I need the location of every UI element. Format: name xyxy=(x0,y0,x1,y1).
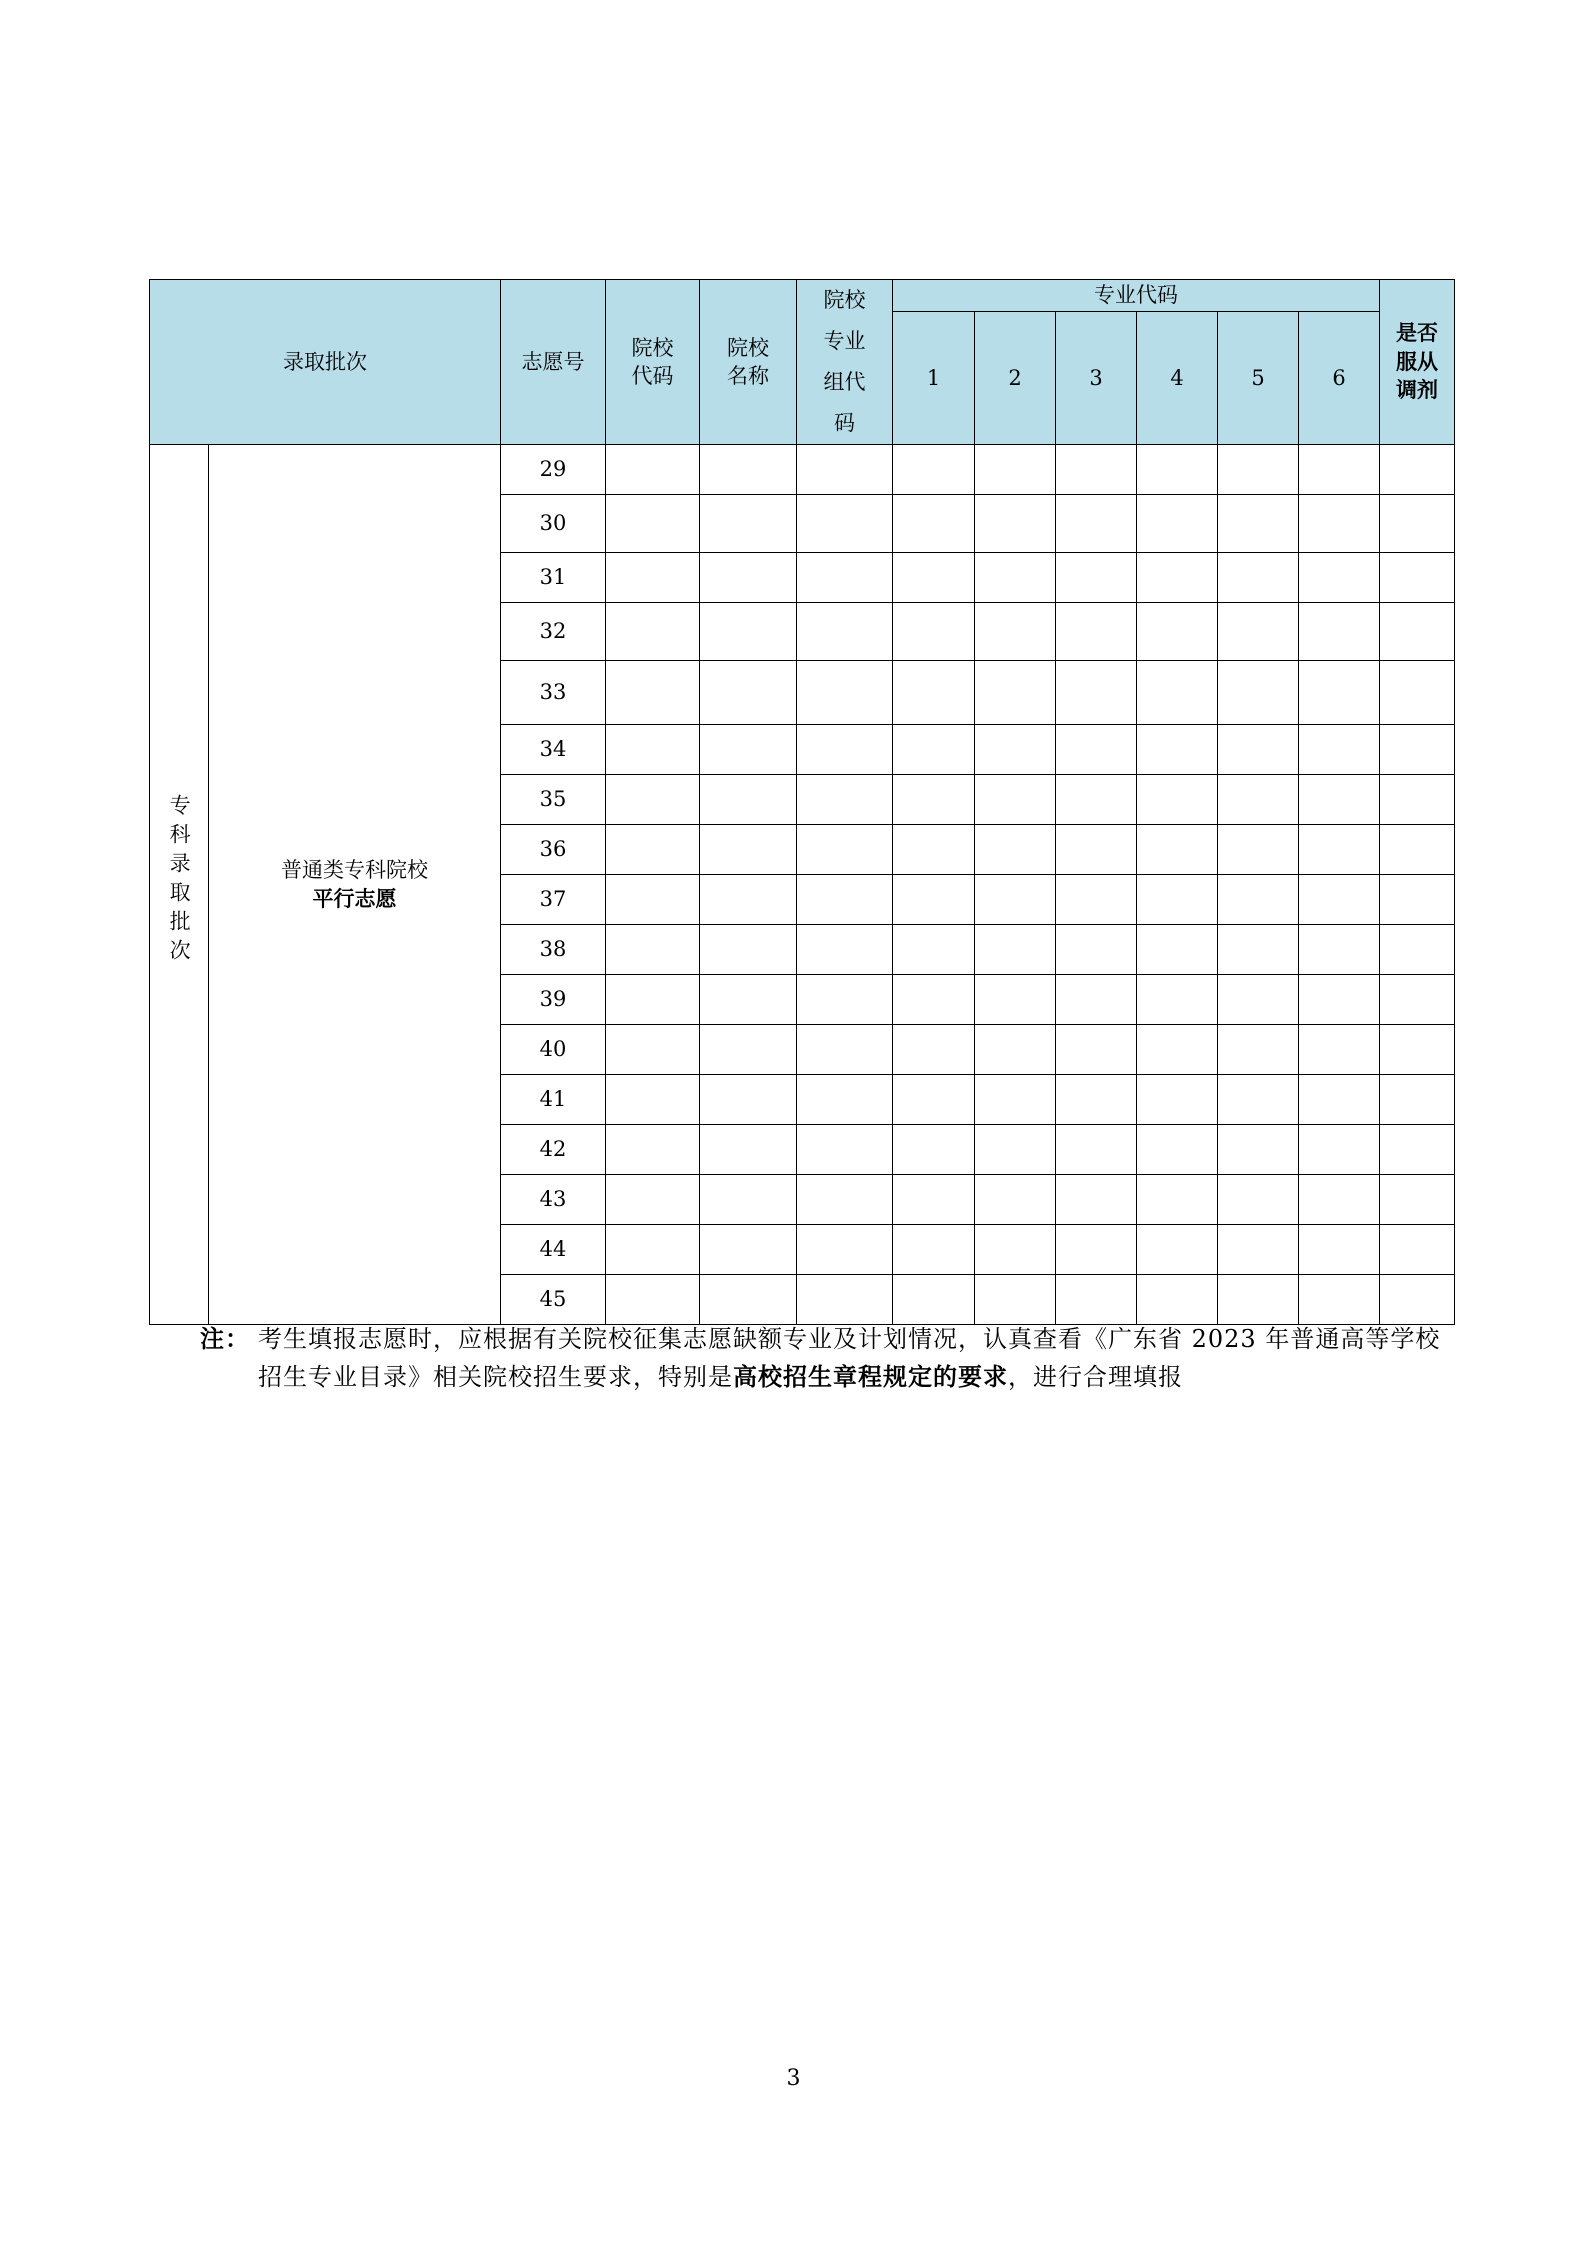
input-cell[interactable] xyxy=(1380,1275,1455,1325)
input-cell[interactable] xyxy=(893,1175,975,1225)
input-cell[interactable] xyxy=(893,825,975,875)
header-major-col: 5 xyxy=(1218,312,1299,445)
input-cell[interactable] xyxy=(1218,495,1299,553)
category-line1: 普通类专科院校 xyxy=(281,858,428,883)
input-cell[interactable] xyxy=(700,825,797,875)
input-cell[interactable] xyxy=(1380,975,1455,1025)
header-group-code-line: 组代 xyxy=(823,370,866,394)
input-cell[interactable] xyxy=(797,1025,893,1075)
input-cell[interactable] xyxy=(797,975,893,1025)
input-cell[interactable] xyxy=(700,1175,797,1225)
input-cell[interactable] xyxy=(1380,825,1455,875)
input-cell[interactable] xyxy=(700,1125,797,1175)
input-cell[interactable] xyxy=(893,975,975,1025)
input-cell[interactable] xyxy=(1299,975,1380,1025)
input-cell[interactable] xyxy=(1218,925,1299,975)
order-no: 45 xyxy=(501,1275,606,1325)
header-school-name xyxy=(700,280,797,445)
order-no: 36 xyxy=(501,825,606,875)
input-cell[interactable] xyxy=(1137,975,1218,1025)
order-no: 39 xyxy=(501,975,606,1025)
input-cell[interactable] xyxy=(893,495,975,553)
header-major-col: 1 xyxy=(893,312,975,445)
header-school-code-line: 代码 xyxy=(631,364,674,388)
admission-table xyxy=(149,279,1455,1325)
input-cell[interactable] xyxy=(1056,445,1137,495)
input-cell[interactable] xyxy=(1218,603,1299,661)
header-school-code-line: 院校 xyxy=(631,335,674,360)
note-text-bold: 高校招生章程规定的要求 xyxy=(733,1362,1008,1391)
input-cell[interactable] xyxy=(975,1125,1056,1175)
header-school-name-line: 院校 xyxy=(727,335,769,360)
input-cell[interactable] xyxy=(893,553,975,603)
input-cell[interactable] xyxy=(1380,725,1455,775)
order-no: 43 xyxy=(501,1175,606,1225)
input-cell[interactable] xyxy=(1137,1025,1218,1075)
order-no: 41 xyxy=(501,1075,606,1125)
input-cell[interactable] xyxy=(1380,775,1455,825)
header-group-code-line: 院校 xyxy=(823,288,866,313)
input-cell[interactable] xyxy=(975,875,1056,925)
input-cell[interactable] xyxy=(700,1225,797,1275)
input-cell[interactable] xyxy=(606,1225,700,1275)
input-cell[interactable] xyxy=(1056,1125,1137,1175)
input-cell[interactable] xyxy=(1380,1225,1455,1275)
header-school-name-line: 名称 xyxy=(727,364,769,388)
input-cell[interactable] xyxy=(1137,553,1218,603)
order-no: 33 xyxy=(501,661,606,725)
header-adjust-line: 是否 xyxy=(1396,321,1438,346)
input-cell[interactable] xyxy=(893,1275,975,1325)
input-cell[interactable] xyxy=(1056,775,1137,825)
input-cell[interactable] xyxy=(1218,1275,1299,1325)
input-cell[interactable] xyxy=(975,975,1056,1025)
input-cell[interactable] xyxy=(797,1175,893,1225)
input-cell[interactable] xyxy=(1137,1175,1218,1225)
input-cell[interactable] xyxy=(797,925,893,975)
input-cell[interactable] xyxy=(1218,725,1299,775)
input-cell[interactable] xyxy=(1056,1075,1137,1125)
page-number: 3 xyxy=(786,2066,801,2091)
input-cell[interactable] xyxy=(1299,661,1380,725)
input-cell[interactable] xyxy=(797,445,893,495)
table-body xyxy=(150,445,1455,1325)
input-cell[interactable] xyxy=(700,1075,797,1125)
input-cell[interactable] xyxy=(893,725,975,775)
header-group-code-line: 专业 xyxy=(823,329,866,354)
input-cell[interactable] xyxy=(700,661,797,725)
input-cell[interactable] xyxy=(1299,725,1380,775)
input-cell[interactable] xyxy=(975,445,1056,495)
input-cell[interactable] xyxy=(893,1125,975,1175)
input-cell[interactable] xyxy=(975,1175,1056,1225)
order-no: 31 xyxy=(501,553,606,603)
input-cell[interactable] xyxy=(606,1125,700,1175)
input-cell[interactable] xyxy=(700,553,797,603)
input-cell[interactable] xyxy=(975,1275,1056,1325)
input-cell[interactable] xyxy=(975,1075,1056,1125)
input-cell[interactable] xyxy=(1380,445,1455,495)
input-cell[interactable] xyxy=(1056,725,1137,775)
input-cell[interactable] xyxy=(1299,775,1380,825)
note xyxy=(200,1320,1460,1396)
input-cell[interactable] xyxy=(606,1175,700,1225)
input-cell[interactable] xyxy=(1137,1225,1218,1275)
input-cell[interactable] xyxy=(700,603,797,661)
input-cell[interactable] xyxy=(893,1025,975,1075)
input-cell[interactable] xyxy=(606,1025,700,1075)
input-cell[interactable] xyxy=(1218,1025,1299,1075)
input-cell[interactable] xyxy=(1380,1175,1455,1225)
input-cell[interactable] xyxy=(1299,1175,1380,1225)
input-cell[interactable] xyxy=(1299,1025,1380,1075)
input-cell[interactable] xyxy=(1218,975,1299,1025)
note-text-b: ，进行合理填报 xyxy=(1008,1363,1183,1391)
order-no: 32 xyxy=(501,603,606,661)
input-cell[interactable] xyxy=(1218,1225,1299,1275)
batch-name: 专科录取批次 xyxy=(167,793,192,968)
category-cell xyxy=(209,445,501,1325)
input-cell[interactable] xyxy=(700,1275,797,1325)
input-cell[interactable] xyxy=(700,925,797,975)
input-cell[interactable] xyxy=(1137,1275,1218,1325)
input-cell[interactable] xyxy=(893,925,975,975)
input-cell[interactable] xyxy=(606,925,700,975)
input-cell[interactable] xyxy=(606,1075,700,1125)
order-no: 35 xyxy=(501,775,606,825)
input-cell[interactable] xyxy=(1299,603,1380,661)
input-cell[interactable] xyxy=(797,553,893,603)
category-line2: 平行志愿 xyxy=(312,885,397,911)
input-cell[interactable] xyxy=(1218,1075,1299,1125)
header-batch: 录取批次 xyxy=(150,280,501,445)
note-label: 注： xyxy=(200,1324,250,1353)
order-no: 30 xyxy=(501,495,606,553)
input-cell[interactable] xyxy=(975,1225,1056,1275)
input-cell[interactable] xyxy=(1299,1075,1380,1125)
input-cell[interactable] xyxy=(797,875,893,925)
input-cell[interactable] xyxy=(1299,1225,1380,1275)
order-no: 29 xyxy=(501,445,606,495)
input-cell[interactable] xyxy=(1380,603,1455,661)
input-cell[interactable] xyxy=(606,445,700,495)
input-cell[interactable] xyxy=(1380,1125,1455,1175)
input-cell[interactable] xyxy=(1056,925,1137,975)
order-no: 37 xyxy=(501,875,606,925)
input-cell[interactable] xyxy=(606,775,700,825)
input-cell[interactable] xyxy=(797,725,893,775)
input-cell[interactable] xyxy=(1218,1125,1299,1175)
input-cell[interactable] xyxy=(1218,775,1299,825)
input-cell[interactable] xyxy=(606,725,700,775)
input-cell[interactable] xyxy=(797,1225,893,1275)
input-cell[interactable] xyxy=(975,495,1056,553)
input-cell[interactable] xyxy=(975,661,1056,725)
input-cell[interactable] xyxy=(1299,875,1380,925)
header-group-code-line: 码 xyxy=(834,410,855,435)
input-cell[interactable] xyxy=(700,495,797,553)
input-cell[interactable] xyxy=(1380,661,1455,725)
input-cell[interactable] xyxy=(893,775,975,825)
input-cell[interactable] xyxy=(1380,495,1455,553)
input-cell[interactable] xyxy=(1380,553,1455,603)
input-cell[interactable] xyxy=(1056,661,1137,725)
input-cell[interactable] xyxy=(1299,1125,1380,1175)
header-group-code xyxy=(797,280,893,445)
input-cell[interactable] xyxy=(1056,1025,1137,1075)
input-cell[interactable] xyxy=(1056,553,1137,603)
header-major-col: 2 xyxy=(975,312,1056,445)
input-cell[interactable] xyxy=(1056,603,1137,661)
input-cell[interactable] xyxy=(1299,925,1380,975)
input-cell[interactable] xyxy=(1056,1175,1137,1225)
input-cell[interactable] xyxy=(1137,495,1218,553)
header-adjust xyxy=(1380,280,1455,445)
input-cell[interactable] xyxy=(1056,825,1137,875)
input-cell[interactable] xyxy=(1137,775,1218,825)
input-cell[interactable] xyxy=(975,925,1056,975)
input-cell[interactable] xyxy=(700,725,797,775)
input-cell[interactable] xyxy=(606,603,700,661)
input-cell[interactable] xyxy=(975,725,1056,775)
input-cell[interactable] xyxy=(606,825,700,875)
header-adjust-line: 服从 xyxy=(1396,349,1438,374)
input-cell[interactable] xyxy=(1056,1275,1137,1325)
input-cell[interactable] xyxy=(1218,445,1299,495)
input-cell[interactable] xyxy=(1218,1175,1299,1225)
input-cell[interactable] xyxy=(1137,1075,1218,1125)
input-cell[interactable] xyxy=(1056,1225,1137,1275)
input-cell[interactable] xyxy=(606,975,700,1025)
input-cell[interactable] xyxy=(975,1025,1056,1075)
input-cell[interactable] xyxy=(606,495,700,553)
input-cell[interactable] xyxy=(700,775,797,825)
input-cell[interactable] xyxy=(1218,875,1299,925)
input-cell[interactable] xyxy=(1137,445,1218,495)
input-cell[interactable] xyxy=(975,775,1056,825)
input-cell[interactable] xyxy=(893,1075,975,1125)
order-no: 38 xyxy=(501,925,606,975)
input-cell[interactable] xyxy=(1137,1125,1218,1175)
input-cell[interactable] xyxy=(797,1075,893,1125)
input-cell[interactable] xyxy=(1218,825,1299,875)
input-cell[interactable] xyxy=(1380,925,1455,975)
input-cell[interactable] xyxy=(975,825,1056,875)
input-cell[interactable] xyxy=(700,975,797,1025)
input-cell[interactable] xyxy=(893,661,975,725)
input-cell[interactable] xyxy=(606,875,700,925)
input-cell[interactable] xyxy=(606,1275,700,1325)
note-body xyxy=(258,1320,1460,1396)
header-major-col: 3 xyxy=(1056,312,1137,445)
input-cell[interactable] xyxy=(1137,725,1218,775)
input-cell[interactable] xyxy=(606,661,700,725)
header-order-no: 志愿号 xyxy=(501,280,606,445)
note-text-a: 考生填报志愿时，应根据有关院校征集志愿缺额专业及计划情况，认真查看《广东省 2023 年普通高等学校招生专业目录》相关院校招生要求，特别是 xyxy=(258,1325,1441,1391)
order-no: 40 xyxy=(501,1025,606,1075)
input-cell[interactable] xyxy=(1218,553,1299,603)
input-cell[interactable] xyxy=(1380,875,1455,925)
header-adjust-line: 调剂 xyxy=(1396,378,1438,403)
header-major-code: 专业代码 xyxy=(893,280,1380,312)
table-row xyxy=(150,445,1455,495)
input-cell[interactable] xyxy=(1380,1075,1455,1125)
order-no: 44 xyxy=(501,1225,606,1275)
input-cell[interactable] xyxy=(700,1025,797,1075)
input-cell[interactable] xyxy=(797,603,893,661)
header-major-col: 4 xyxy=(1137,312,1218,445)
input-cell[interactable] xyxy=(1380,1025,1455,1075)
input-cell[interactable] xyxy=(1218,661,1299,725)
input-cell[interactable] xyxy=(893,875,975,925)
input-cell[interactable] xyxy=(1137,925,1218,975)
input-cell[interactable] xyxy=(1137,825,1218,875)
input-cell[interactable] xyxy=(1299,1275,1380,1325)
input-cell[interactable] xyxy=(1299,553,1380,603)
input-cell[interactable] xyxy=(893,1225,975,1275)
header-major-col: 6 xyxy=(1299,312,1380,445)
input-cell[interactable] xyxy=(1056,495,1137,553)
input-cell[interactable] xyxy=(1299,445,1380,495)
input-cell[interactable] xyxy=(1137,661,1218,725)
input-cell[interactable] xyxy=(975,603,1056,661)
batch-name-cell xyxy=(150,445,209,1325)
input-cell[interactable] xyxy=(1137,603,1218,661)
input-cell[interactable] xyxy=(797,1125,893,1175)
order-no: 42 xyxy=(501,1125,606,1175)
input-cell[interactable] xyxy=(1056,875,1137,925)
order-no: 34 xyxy=(501,725,606,775)
input-cell[interactable] xyxy=(893,603,975,661)
input-cell[interactable] xyxy=(797,775,893,825)
input-cell[interactable] xyxy=(606,553,700,603)
input-cell[interactable] xyxy=(975,553,1056,603)
input-cell[interactable] xyxy=(1299,825,1380,875)
input-cell[interactable] xyxy=(700,875,797,925)
input-cell[interactable] xyxy=(797,661,893,725)
input-cell[interactable] xyxy=(797,495,893,553)
input-cell[interactable] xyxy=(1299,495,1380,553)
input-cell[interactable] xyxy=(893,445,975,495)
input-cell[interactable] xyxy=(1056,975,1137,1025)
input-cell[interactable] xyxy=(700,445,797,495)
input-cell[interactable] xyxy=(797,825,893,875)
input-cell[interactable] xyxy=(1137,875,1218,925)
header-school-code xyxy=(606,280,700,445)
input-cell[interactable] xyxy=(797,1275,893,1325)
